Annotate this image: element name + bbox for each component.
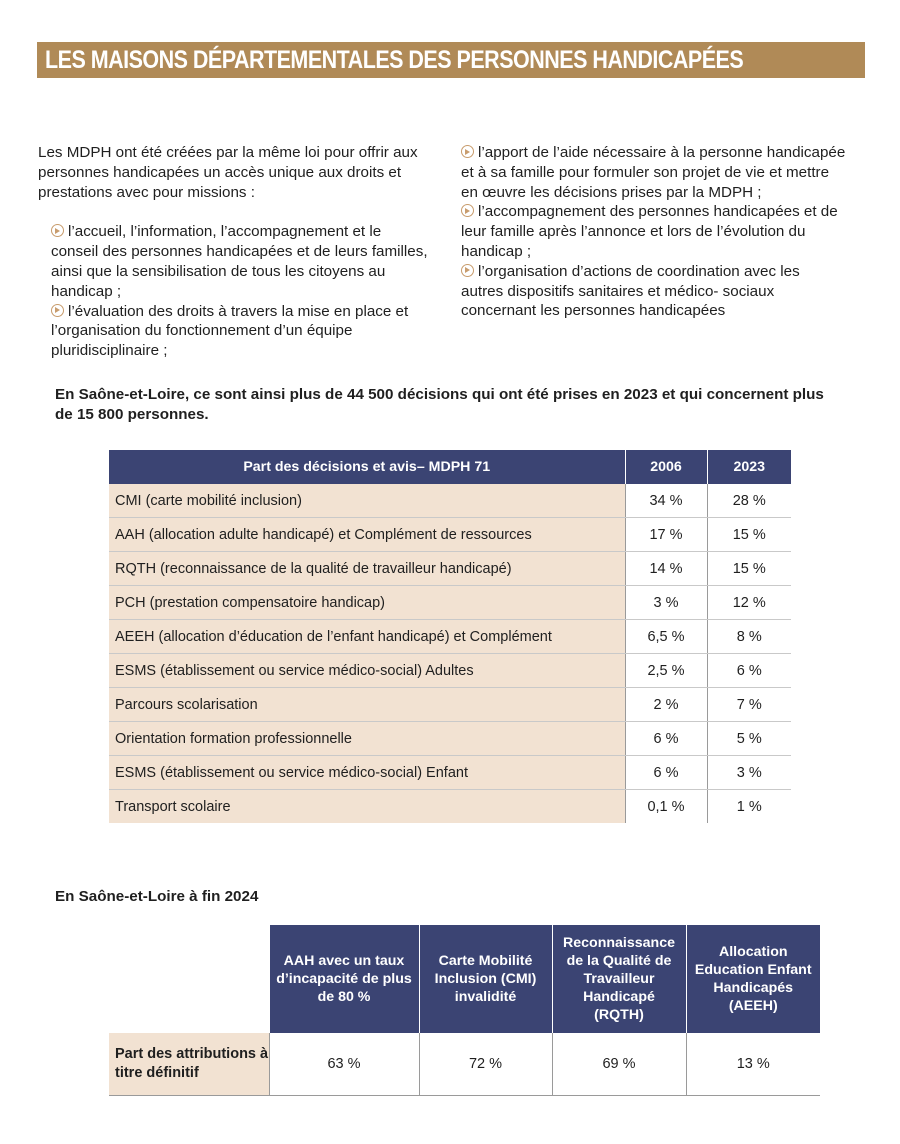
missions-column-left — [38, 143, 430, 361]
table-row — [109, 688, 791, 722]
missions-list-left — [38, 222, 430, 361]
decisions-table — [109, 450, 791, 823]
column-header: Carte Mobilité Inclusion (CMI) invalidité — [419, 925, 552, 1033]
table-row — [109, 1033, 820, 1096]
value-2006: 34 % — [625, 484, 707, 518]
value-2023: 15 % — [707, 552, 791, 586]
value-2023: 5 % — [707, 722, 791, 756]
mission-item: l’accueil, l’information, l’accompagnement et le conseil des personnes handicapées et de leurs familles, ainsi que la sensibilisation de tous les citoyens au handicap ; — [51, 223, 428, 300]
mission-item: l’évaluation des droits à travers la mise en place et l’organisation du fonctionnement d’un équipe pluridisciplinaire ; — [51, 302, 409, 360]
value-2023: 1 % — [707, 790, 791, 824]
column-header: Allocation Education Enfant Handicapés (AEEH) — [686, 925, 820, 1033]
value-2006: 17 % — [625, 518, 707, 552]
mission-item: l’accompagnement des personnes handicapées et de leur famille après l’annonce et lors de l’évolution du handicap ; — [461, 203, 838, 260]
value-2023: 8 % — [707, 620, 791, 654]
row-label: CMI (carte mobilité inclusion) — [109, 484, 625, 518]
row-label: ESMS (établissement ou service médico-social) Enfant — [109, 756, 625, 790]
arrow-bullet-icon — [461, 145, 474, 158]
mission-item: l’organisation d’actions de coordination avec les autres dispositifs sanitaires et médico- sociaux concernant les personnes handicapées — [461, 262, 800, 320]
row-label: Parcours scolarisation — [109, 688, 625, 722]
table-row — [109, 586, 791, 620]
value-2006: 0,1 % — [625, 790, 707, 824]
value-cell: 72 % — [419, 1033, 552, 1096]
arrow-bullet-icon — [51, 304, 64, 317]
missions-column-right — [461, 143, 846, 321]
row-label: AAH (allocation adulte handicapé) et Complément de ressources — [109, 518, 625, 552]
table-header-row — [109, 450, 791, 484]
value-2006: 14 % — [625, 552, 707, 586]
row-label: RQTH (reconnaissance de la qualité de travailleur handicapé) — [109, 552, 625, 586]
table-row — [109, 552, 791, 586]
row-label: Orientation formation professionnelle — [109, 722, 625, 756]
row-label: Part des attributions à titre définitif — [109, 1033, 269, 1096]
arrow-bullet-icon — [461, 264, 474, 277]
column-header: AAH avec un taux d’incapacité de plus de 80 % — [269, 925, 419, 1033]
value-2023: 7 % — [707, 688, 791, 722]
column-header: 2023 — [707, 450, 791, 484]
value-2023: 6 % — [707, 654, 791, 688]
page-title: LES MAISONS DÉPARTEMENTALES DES PERSONNES HANDICAPÉES — [45, 45, 744, 74]
column-header: Part des décisions et avis– MDPH 71 — [109, 450, 625, 484]
table-row — [109, 654, 791, 688]
missions-list-right — [461, 143, 846, 321]
value-2006: 6 % — [625, 722, 707, 756]
intro-paragraph: Les MDPH ont été créées par la même loi pour offrir aux personnes handicapées un accès unique aux droits et prestations avec pour missions : — [38, 144, 418, 201]
value-2023: 15 % — [707, 518, 791, 552]
table-row — [109, 620, 791, 654]
table-row — [109, 722, 791, 756]
row-label: Transport scolaire — [109, 790, 625, 824]
value-2006: 2 % — [625, 688, 707, 722]
value-2006: 6 % — [625, 756, 707, 790]
section-subtitle: En Saône-et-Loire à fin 2024 — [55, 888, 259, 905]
decisions-summary: En Saône-et-Loire, ce sont ainsi plus de 44 500 décisions qui ont été prises en 2023 et qui concernent plus de 15 800 personnes. — [55, 386, 824, 423]
table-row — [109, 518, 791, 552]
mission-item: l’apport de l’aide nécessaire à la personne handicapée et à sa famille pour formuler son projet de vie et mettre en œuvre les décisions prises par la MDPH ; — [461, 144, 846, 201]
value-cell: 69 % — [552, 1033, 686, 1096]
value-2006: 2,5 % — [625, 654, 707, 688]
row-label: PCH (prestation compensatoire handicap) — [109, 586, 625, 620]
value-2006: 3 % — [625, 586, 707, 620]
arrow-bullet-icon — [51, 224, 64, 237]
value-2023: 28 % — [707, 484, 791, 518]
value-cell: 13 % — [686, 1033, 820, 1096]
attributions-table — [109, 925, 820, 1096]
table-row — [109, 756, 791, 790]
arrow-bullet-icon — [461, 204, 474, 217]
row-label: AEEH (allocation d’éducation de l’enfant handicapé) et Complément — [109, 620, 625, 654]
value-2006: 6,5 % — [625, 620, 707, 654]
page-title-banner — [37, 42, 865, 78]
value-cell: 63 % — [269, 1033, 419, 1096]
value-2023: 12 % — [707, 586, 791, 620]
table-row — [109, 790, 791, 824]
table-row — [109, 484, 791, 518]
value-2023: 3 % — [707, 756, 791, 790]
table-header-row — [109, 925, 820, 1033]
row-label: ESMS (établissement ou service médico-social) Adultes — [109, 654, 625, 688]
column-header: 2006 — [625, 450, 707, 484]
empty-header-cell — [109, 925, 269, 1033]
column-header: Reconnaissance de la Qualité de Travailleur Handicapé (RQTH) — [552, 925, 686, 1033]
